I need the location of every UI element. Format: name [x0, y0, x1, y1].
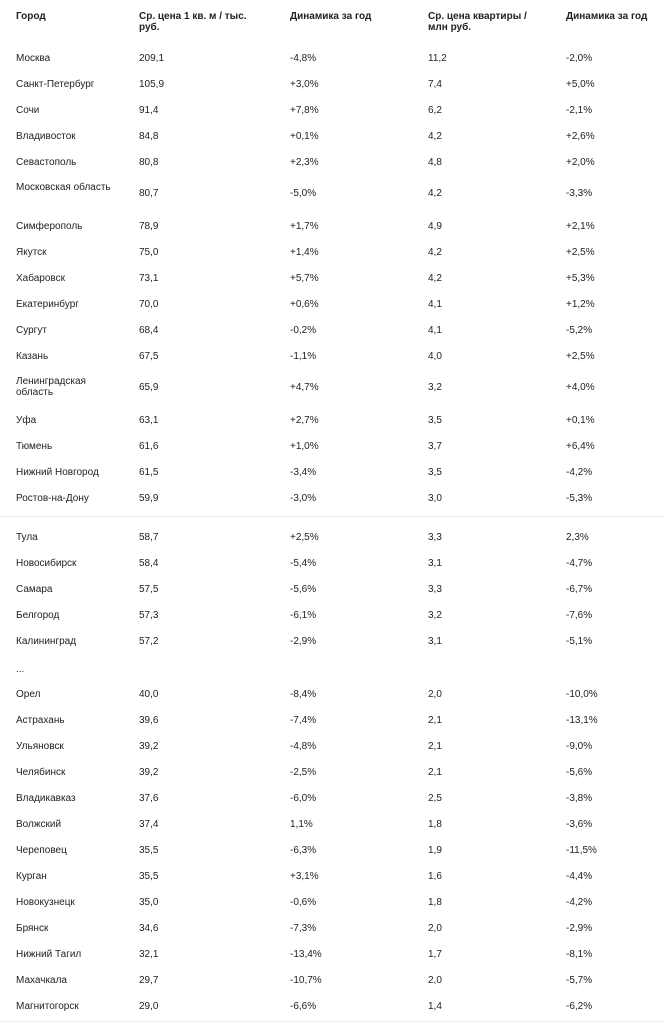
table-row [0, 583, 664, 609]
dynamics-sqm-cell: -13,4% [290, 949, 322, 960]
header-dynamics-sqm: Динамика за год [290, 11, 372, 22]
dynamics-flat-cell: +6,4% [566, 441, 595, 452]
price-flat-cell: 3,2 [428, 382, 442, 393]
city-cell: Волжский [16, 819, 62, 830]
dynamics-flat-cell: -3,8% [566, 793, 593, 804]
dynamics-flat-cell: -6,7% [566, 584, 593, 595]
city-cell: Новосибирск [16, 558, 77, 569]
dynamics-sqm-cell: +4,7% [290, 382, 319, 393]
ellipsis: ... [16, 664, 25, 675]
price-sqm-cell: 57,5 [139, 584, 159, 595]
price-flat-cell: 4,9 [428, 221, 442, 232]
price-flat-cell: 3,3 [428, 584, 442, 595]
price-sqm-cell: 65,9 [139, 382, 159, 393]
dynamics-flat-cell: +2,0% [566, 157, 595, 168]
price-flat-cell: 2,1 [428, 741, 442, 752]
dynamics-sqm-cell: -5,4% [290, 558, 317, 569]
price-flat-cell: 3,1 [428, 636, 442, 647]
dynamics-sqm-cell: +0,6% [290, 299, 319, 310]
price-flat-cell: 3,2 [428, 610, 442, 621]
price-sqm-cell: 39,2 [139, 741, 159, 752]
table-row [0, 818, 664, 844]
dynamics-sqm-cell: -3,0% [290, 493, 317, 504]
dynamics-sqm-cell: +2,3% [290, 157, 319, 168]
table-row [0, 766, 664, 792]
dynamics-sqm-cell: +3,0% [290, 79, 319, 90]
dynamics-flat-cell: -5,1% [566, 636, 593, 647]
header-price-sqm: Ср. цена 1 кв. м / тыс. руб. [139, 11, 247, 33]
dynamics-flat-cell: +2,5% [566, 351, 595, 362]
price-sqm-cell: 58,4 [139, 558, 159, 569]
dynamics-sqm-cell: -2,5% [290, 767, 317, 778]
dynamics-flat-cell: -4,7% [566, 558, 593, 569]
price-flat-cell: 4,2 [428, 188, 442, 199]
price-flat-cell: 1,4 [428, 1001, 442, 1012]
header-city: Город [16, 11, 46, 22]
city-cell: Тюмень [16, 441, 53, 452]
price-flat-cell: 2,0 [428, 923, 442, 934]
price-flat-cell: 3,0 [428, 493, 442, 504]
table-row [0, 844, 664, 870]
dynamics-flat-cell: -13,1% [566, 715, 598, 726]
city-cell: Москва [16, 53, 51, 64]
header-price-flat: Ср. цена квартиры / млн руб. [428, 11, 527, 33]
dynamics-flat-cell: -2,0% [566, 53, 593, 64]
dynamics-flat-cell: -5,6% [566, 767, 593, 778]
dynamics-sqm-cell: +3,1% [290, 871, 319, 882]
dynamics-flat-cell: -3,6% [566, 819, 593, 830]
dynamics-sqm-cell: -6,0% [290, 793, 317, 804]
city-cell: Симферополь [16, 221, 83, 232]
dynamics-sqm-cell: -8,4% [290, 689, 317, 700]
city-cell: Якутск [16, 247, 47, 258]
city-cell: Ростов-на-Дону [16, 493, 89, 504]
price-flat-cell: 3,1 [428, 558, 442, 569]
price-sqm-cell: 59,9 [139, 493, 159, 504]
price-sqm-cell: 39,2 [139, 767, 159, 778]
city-cell: Калининград [16, 636, 77, 647]
price-sqm-cell: 80,7 [139, 188, 159, 199]
dynamics-sqm-cell: -4,8% [290, 53, 317, 64]
dynamics-flat-cell: -6,2% [566, 1001, 593, 1012]
dynamics-flat-cell: -4,4% [566, 871, 593, 882]
dynamics-flat-cell: -2,1% [566, 105, 593, 116]
price-flat-cell: 1,8 [428, 897, 442, 908]
dynamics-sqm-cell: -5,6% [290, 584, 317, 595]
price-flat-cell: 1,6 [428, 871, 442, 882]
city-cell: Орел [16, 689, 41, 700]
dynamics-sqm-cell: -0,6% [290, 897, 317, 908]
price-sqm-cell: 105,9 [139, 79, 165, 90]
price-sqm-cell: 57,2 [139, 636, 159, 647]
price-flat-cell: 4,2 [428, 247, 442, 258]
dynamics-sqm-cell: +5,7% [290, 273, 319, 284]
price-sqm-cell: 209,1 [139, 53, 165, 64]
table-row [0, 182, 664, 208]
price-sqm-cell: 78,9 [139, 221, 159, 232]
city-cell: Нижний Тагил [16, 949, 82, 960]
price-flat-cell: 11,2 [428, 53, 447, 64]
table-row [0, 531, 664, 557]
dynamics-flat-cell: -5,3% [566, 493, 593, 504]
price-flat-cell: 2,5 [428, 793, 442, 804]
table-row [0, 922, 664, 948]
table-row [0, 896, 664, 922]
city-cell: Белгород [16, 610, 60, 621]
price-sqm-cell: 37,4 [139, 819, 159, 830]
dynamics-flat-cell: 2,3% [566, 532, 589, 543]
price-flat-cell: 4,2 [428, 131, 442, 142]
price-flat-cell: 7,4 [428, 79, 442, 90]
price-flat-cell: 3,5 [428, 415, 442, 426]
dynamics-flat-cell: -10,0% [566, 689, 598, 700]
dynamics-flat-cell: +2,6% [566, 131, 595, 142]
price-sqm-cell: 70,0 [139, 299, 159, 310]
dynamics-flat-cell: -11,5% [566, 845, 597, 856]
price-sqm-cell: 34,6 [139, 923, 159, 934]
price-sqm-cell: 73,1 [139, 273, 159, 284]
price-flat-cell: 2,1 [428, 767, 442, 778]
price-flat-cell: 6,2 [428, 105, 442, 116]
table-row [0, 440, 664, 466]
price-sqm-cell: 58,7 [139, 532, 159, 543]
price-sqm-cell: 75,0 [139, 247, 159, 258]
city-cell: Самара [16, 584, 53, 595]
dynamics-sqm-cell: +1,4% [290, 247, 319, 258]
header-dynamics-flat: Динамика за год [566, 11, 648, 22]
city-cell: Хабаровск [16, 273, 65, 284]
price-flat-cell: 4,0 [428, 351, 442, 362]
city-cell: Сургут [16, 325, 47, 336]
dynamics-sqm-cell: -6,3% [290, 845, 317, 856]
city-cell: Брянск [16, 923, 49, 934]
table-row [0, 635, 664, 661]
city-cell: Владикавказ [16, 793, 76, 804]
city-cell: Екатеринбург [16, 299, 79, 310]
table-row [0, 376, 664, 402]
price-sqm-cell: 29,7 [139, 975, 159, 986]
city-cell: Санкт-Петербург [16, 79, 95, 90]
city-cell: Тула [16, 532, 38, 543]
table-row [0, 298, 664, 324]
dynamics-flat-cell: +5,0% [566, 79, 595, 90]
table-row [0, 1000, 664, 1026]
price-sqm-cell: 57,3 [139, 610, 159, 621]
dynamics-sqm-cell: +2,7% [290, 415, 319, 426]
price-flat-cell: 4,8 [428, 157, 442, 168]
dynamics-sqm-cell: +1,7% [290, 221, 319, 232]
dynamics-flat-cell: -4,2% [566, 897, 593, 908]
city-cell: Уфа [16, 415, 37, 426]
table-row [0, 492, 664, 518]
price-sqm-cell: 37,6 [139, 793, 159, 804]
dynamics-sqm-cell: -10,7% [290, 975, 322, 986]
dynamics-sqm-cell: -2,9% [290, 636, 317, 647]
table-row [0, 78, 664, 104]
price-sqm-cell: 39,6 [139, 715, 159, 726]
dynamics-flat-cell: -9,0% [566, 741, 593, 752]
dynamics-flat-cell: -2,9% [566, 923, 593, 934]
dynamics-flat-cell: -5,2% [566, 325, 593, 336]
price-flat-cell: 3,3 [428, 532, 442, 543]
city-cell: Курган [16, 871, 47, 882]
table-row [0, 714, 664, 740]
table-row [0, 557, 664, 583]
city-cell: Ленинградская область [16, 376, 86, 398]
table-row [0, 324, 664, 350]
dynamics-sqm-cell: -6,1% [290, 610, 317, 621]
dynamics-sqm-cell: +2,5% [290, 532, 319, 543]
dynamics-sqm-cell: -1,1% [290, 351, 317, 362]
price-sqm-cell: 67,5 [139, 351, 159, 362]
dynamics-flat-cell: +2,5% [566, 247, 595, 258]
table-row [0, 609, 664, 635]
table-row [0, 414, 664, 440]
dynamics-sqm-cell: -7,3% [290, 923, 317, 934]
price-sqm-cell: 35,0 [139, 897, 159, 908]
table-row [0, 52, 664, 78]
table-row [0, 792, 664, 818]
dynamics-flat-cell: +5,3% [566, 273, 595, 284]
dynamics-sqm-cell: +1,0% [290, 441, 319, 452]
city-cell: Махачкала [16, 975, 67, 986]
table-row [0, 740, 664, 766]
price-sqm-cell: 63,1 [139, 415, 159, 426]
price-sqm-cell: 61,6 [139, 441, 159, 452]
group-separator [0, 516, 664, 517]
price-flat-cell: 1,7 [428, 949, 442, 960]
city-cell: Магнитогорск [16, 1001, 79, 1012]
dynamics-flat-cell: +4,0% [566, 382, 595, 393]
dynamics-sqm-cell: -3,4% [290, 467, 317, 478]
price-flat-cell: 1,9 [428, 845, 442, 856]
dynamics-flat-cell: +1,2% [566, 299, 595, 310]
dynamics-sqm-cell: -7,4% [290, 715, 317, 726]
price-flat-cell: 4,1 [428, 325, 442, 336]
dynamics-sqm-cell: +0,1% [290, 131, 319, 142]
price-sqm-cell: 40,0 [139, 689, 159, 700]
dynamics-sqm-cell: -4,8% [290, 741, 317, 752]
price-flat-cell: 2,1 [428, 715, 442, 726]
dynamics-sqm-cell: -6,6% [290, 1001, 317, 1012]
price-flat-cell: 3,7 [428, 441, 442, 452]
table-row [0, 220, 664, 246]
price-flat-cell: 2,0 [428, 975, 442, 986]
table-header [0, 0, 664, 40]
price-flat-cell: 2,0 [428, 689, 442, 700]
city-cell: Череповец [16, 845, 67, 856]
price-sqm-cell: 68,4 [139, 325, 159, 336]
table-row [0, 974, 664, 1000]
city-cell: Владивосток [16, 131, 76, 142]
dynamics-flat-cell: -5,7% [566, 975, 593, 986]
dynamics-sqm-cell: -0,2% [290, 325, 317, 336]
table-row [0, 350, 664, 376]
price-flat-cell: 4,1 [428, 299, 442, 310]
price-sqm-cell: 35,5 [139, 871, 159, 882]
dynamics-flat-cell: -8,1% [566, 949, 593, 960]
city-cell: Сочи [16, 105, 40, 116]
dynamics-flat-cell: -3,3% [566, 188, 593, 199]
price-flat-cell: 4,2 [428, 273, 442, 284]
dynamics-sqm-cell: +7,8% [290, 105, 319, 116]
table-bottom-border [0, 1021, 664, 1022]
table-row [0, 130, 664, 156]
city-cell: Астрахань [16, 715, 65, 726]
table-row [0, 688, 664, 714]
dynamics-flat-cell: -7,6% [566, 610, 593, 621]
dynamics-flat-cell: +0,1% [566, 415, 595, 426]
price-flat-cell: 3,5 [428, 467, 442, 478]
price-sqm-cell: 61,5 [139, 467, 159, 478]
city-cell: Казань [16, 351, 49, 362]
price-flat-cell: 1,8 [428, 819, 442, 830]
table-row [0, 246, 664, 272]
city-cell: Челябинск [16, 767, 66, 778]
dynamics-sqm-cell: 1,1% [290, 819, 313, 830]
table-row [0, 466, 664, 492]
dynamics-flat-cell: -4,2% [566, 467, 593, 478]
price-sqm-cell: 80,8 [139, 157, 159, 168]
city-cell: Нижний Новгород [16, 467, 99, 478]
table-row [0, 104, 664, 130]
table-row [0, 870, 664, 896]
city-cell: Московская область [16, 182, 111, 193]
price-sqm-cell: 91,4 [139, 105, 159, 116]
table-row [0, 272, 664, 298]
dynamics-flat-cell: +2,1% [566, 221, 595, 232]
price-sqm-cell: 35,5 [139, 845, 159, 856]
price-sqm-cell: 29,0 [139, 1001, 159, 1012]
city-cell: Новокузнецк [16, 897, 75, 908]
price-sqm-cell: 84,8 [139, 131, 159, 142]
table-row [0, 156, 664, 182]
city-cell: Ульяновск [16, 741, 64, 752]
dynamics-sqm-cell: -5,0% [290, 188, 317, 199]
city-cell: Севастополь [16, 157, 77, 168]
price-sqm-cell: 32,1 [139, 949, 159, 960]
table-row [0, 948, 664, 974]
